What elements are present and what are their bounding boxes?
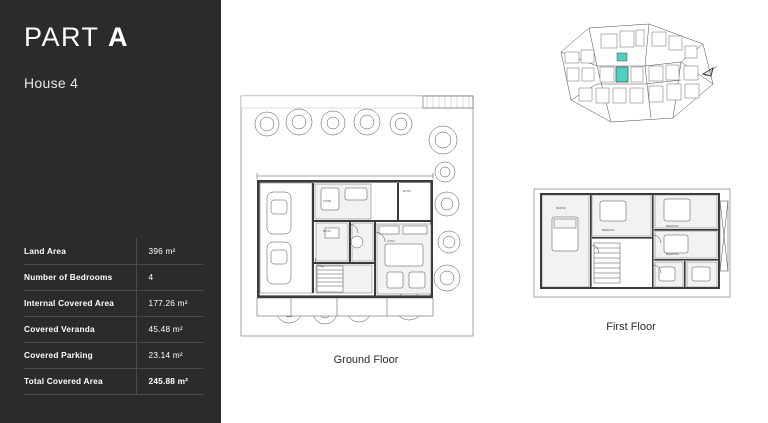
table-row — [24, 316, 204, 342]
svg-text:STORE: STORE — [323, 200, 332, 203]
spec-value: 23.14 m² — [136, 342, 204, 368]
page-title — [24, 22, 129, 53]
content-area — [221, 0, 768, 423]
svg-text:MASTER: MASTER — [556, 207, 566, 210]
page-title-prefix: PART — [24, 22, 109, 52]
table-row — [24, 264, 204, 290]
spec-label: Total Covered Area — [24, 368, 136, 394]
table-row — [24, 290, 204, 316]
svg-text:ROOM: ROOM — [323, 230, 331, 233]
table-row-total — [24, 368, 204, 394]
house-subtitle: House 4 — [24, 75, 79, 91]
svg-text:BEDROOM: BEDROOM — [666, 225, 679, 228]
spec-value: 177.26 m² — [136, 290, 204, 316]
spec-label: Land Area — [24, 245, 67, 256]
spec-value: 396 m² — [136, 238, 204, 264]
table-row — [24, 342, 204, 368]
svg-text:BEDROOM: BEDROOM — [666, 253, 679, 256]
site-plan-drawing — [551, 20, 726, 140]
spec-value: 45.48 m² — [136, 316, 204, 342]
spec-label: Covered Veranda — [24, 316, 136, 342]
table-row — [24, 238, 204, 264]
svg-text:BEDROOM: BEDROOM — [602, 229, 615, 232]
spec-label: Internal Covered Area — [24, 290, 136, 316]
svg-text:LIVING: LIVING — [387, 240, 395, 243]
specification-table — [24, 238, 204, 395]
spec-label: Covered Parking — [24, 342, 136, 368]
spec-value: 245.88 m² — [136, 368, 204, 394]
ground-floor-caption: Ground Floor — [333, 354, 399, 366]
highlighted-unit — [616, 67, 628, 82]
svg-text:ENTRY: ENTRY — [403, 190, 412, 193]
ground-floor-plan-drawing — [237, 92, 485, 344]
page-title-accent: A — [108, 22, 130, 52]
spec-value: 4 — [136, 264, 204, 290]
first-floor-caption: First Floor — [606, 321, 656, 333]
first-floor-plan-drawing — [532, 185, 732, 305]
spec-label: Number of Bedrooms — [24, 264, 136, 290]
sidebar-panel — [0, 0, 221, 423]
